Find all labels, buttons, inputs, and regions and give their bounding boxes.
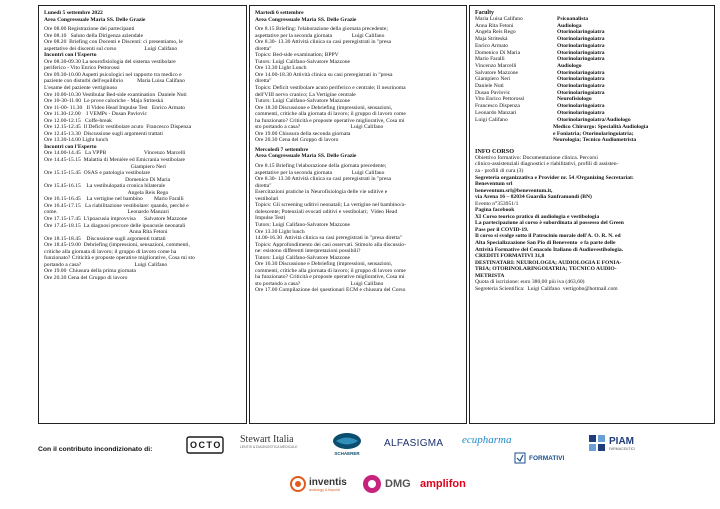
- text-line: aspettative per la seconda giornata Luigi Califano: [255, 169, 385, 176]
- text-line: Topics: Deficit vestibolare acuto periferico e centrale; Il neurinoma: [255, 85, 406, 92]
- text-line: Tutors: Luigi Califano-Salvatore Mazzone: [255, 221, 351, 228]
- faculty-role: Otorinolaringoiatra: [557, 49, 605, 56]
- text-line: Ore 8.15 Briefing: l'elaborazione della giornata precedente;: [255, 26, 388, 33]
- heading-line: Incontri con l'Esperto: [44, 143, 97, 150]
- text-line: L'esame del paziente vertiginoso: [44, 85, 118, 92]
- piam-logo-text: PIAM: [609, 435, 634, 447]
- faculty-role: Otorinolaringoiatra: [557, 109, 605, 116]
- alfasigma-logo: [384, 438, 443, 449]
- faculty-row: [475, 90, 709, 97]
- faculty-role: Audiologo: [557, 62, 582, 69]
- faculty-role: Otorinolaringoiatra: [557, 103, 605, 110]
- faculty-name: Maja Striteská: [475, 36, 508, 43]
- info-title: INFO CORSO: [475, 147, 515, 155]
- text-line: Ore 14.00-14.45 La VPPB Vincenzo Marcelli: [44, 150, 186, 157]
- piam-logo: [588, 434, 635, 452]
- text-line: Ore 20.30 Cena del Gruppo di lavoro: [44, 274, 128, 281]
- text-line: Evento n°353951/1: [475, 200, 519, 207]
- text-line: Anna Rita Fetoni: [44, 229, 168, 236]
- text-line: Topics: Gli screening uditivi neonatali; La vertigine nel bambino/a-: [255, 202, 406, 209]
- faculty-row: [475, 43, 709, 50]
- ecupharma-logo-text: ecupharma: [462, 434, 512, 446]
- faculty-row: [475, 56, 709, 63]
- heading-line: XI Corso teorico pratico di audiologia e vestibologia: [475, 213, 600, 220]
- faculty-row: [475, 50, 709, 57]
- faculty-role: Otorinolaringoiatra: [557, 56, 605, 63]
- dmg-logo-text: DMG: [385, 478, 411, 490]
- text-line: Ore 10-30-11.00 Le prove caloriche - Maja Striteská: [44, 98, 163, 105]
- faculty-name: Dusan Pavlovic: [475, 89, 511, 96]
- heading-line: Incontri con l'Esperto: [44, 52, 97, 59]
- text-line: Tutors: Luigi Califano-Salvatore Mazzone: [255, 58, 351, 65]
- text-line: Ore 10.00-10.30 Vestibular Bed-side examination Daniele Nuti: [44, 91, 187, 98]
- piam-logo-sub: FARMACEUTICI: [609, 446, 636, 451]
- text-line: Ore 17.00 Compilazione dei questionari ECM e chiusura del Corso: [255, 287, 406, 294]
- text-line: paziente con disturbi dell'equilibrio Maria Luisa Califano: [44, 78, 185, 85]
- specialty-line: Medico Chirurgo: Specialità Audiologia: [553, 124, 649, 131]
- text-line: ha funzionato? Criticità e proposte operative migliorative, Cosa mi: [255, 117, 405, 124]
- heading-line: La partecipazione al corso è subordinata al possesso del Green: [475, 220, 624, 227]
- text-line: commenti, critiche alla giornata di lavoro; il gruppo di lavoro come: [255, 267, 406, 274]
- text-line: periferico - Vito Enrico Pettorossi: [44, 65, 120, 72]
- text-line: diretta": [255, 45, 272, 52]
- specialty-line: Neurologia; Tecnico Audiometrista: [553, 137, 637, 144]
- schaerer-logo-text: SCHAERER: [334, 451, 360, 456]
- faculty-row: [475, 36, 709, 43]
- faculty-role: Otorinolaringoiatra: [557, 89, 605, 96]
- text-line: aspettative dei discenti sul corso Luigi Califano: [44, 45, 178, 52]
- faculty-row: [475, 110, 709, 117]
- text-line: Ore 14.45-15.15 Malattia di Menière ed Emicrania vestibolare: [44, 157, 186, 164]
- faculty-name: Leonardo Manzari: [475, 109, 517, 116]
- dmg-logo-mark: [362, 474, 382, 494]
- text-line: Obiettivo formativo: Documentazione clinica. Percorsi: [475, 154, 598, 161]
- text-line: Ore 15.45-16.15 La vestibulopatia cronica bilaterale: [44, 183, 166, 190]
- text-line: ha funzionato? Criticità e proposte operative migliorative, Cosa mi: [255, 274, 405, 281]
- text-line: Topics: Bed-side examination; BPPV: [255, 52, 339, 59]
- text-line: come. Leonardo Manzari: [44, 209, 169, 216]
- text-line: Ore 19.00 Chiusura della prima giornata: [44, 268, 136, 275]
- text-line: Ore 12.00-12.15 Coffe-break: [44, 117, 112, 124]
- faculty-row: [475, 16, 709, 23]
- faculty-list: [475, 16, 709, 123]
- heading-line: Area Congressuale Maria SS. Delle Grazie: [255, 16, 357, 23]
- text-line: critiche alla giornata di lavoro; il gruppo di lavoro come ha: [44, 248, 177, 255]
- faculty-row: [475, 23, 709, 30]
- text-line: dell'VIII nervo cranico; La Vertigine centrale: [255, 91, 356, 98]
- heading-line: Area Congressuale Maria SS. Delle Grazie: [44, 16, 146, 23]
- text-line: Ore 18.15-18.45 Discussione sugli argomenti trattati: [44, 235, 166, 242]
- heading-line: Alta Specializzazione San Pio di Benevento e fa parte delle: [475, 240, 616, 246]
- specialty-line: e Foniatria; Otorinolaringoiatria;: [553, 130, 634, 137]
- text-line: Ore 11.30-12.00 I VEMPs - Dusan Pavlovic: [44, 111, 148, 118]
- dmg-logo: [362, 474, 411, 494]
- heading-line: via Arena 16 – 82034 Guardia Sanframondi (BN): [475, 194, 592, 201]
- day1-panel: [38, 5, 247, 424]
- text-line: Giampiero Neri: [44, 163, 166, 170]
- text-line: ne: esistono differenti interpretazioni possibili?: [255, 248, 361, 255]
- inventis-logo-mark: [290, 476, 306, 492]
- text-line: Impulse Test): [255, 215, 286, 222]
- text-line: vestibolari: [255, 195, 279, 202]
- text-line: Ore 8.15 Briefing l'elaborazione della giornata precedente;: [255, 163, 387, 170]
- inventis-logo-sub: audiology & beyond: [309, 487, 340, 492]
- text-line: Ore 13.30-14.00 Light lunch: [44, 137, 109, 144]
- faculty-title: Faculty: [475, 10, 494, 16]
- faculty-row: [475, 83, 709, 90]
- amplifon-logo: [420, 478, 466, 490]
- text-line: Ore 12.45-13.30 Discussione sugli argomenti trattati: [44, 130, 163, 137]
- faculty-name: Francesco Dispenza: [475, 103, 520, 110]
- heading-line: DESTINATARI: NEUROLOGIA; AUDIOLOGIA E FONIA-: [475, 259, 622, 266]
- faculty-name: Maria Luisa Califano: [475, 16, 523, 22]
- text-line: Ore 18.45-19.00 Debriefing (impressioni, sensazioni, commenti,: [44, 242, 190, 249]
- text-line: clinico-assistenziali diagnostici e riabilitativi, profili di assisten-: [475, 161, 619, 168]
- sponsor-footer: [0, 424, 720, 509]
- heading-line: METRISTA: [475, 272, 505, 279]
- text-line: Esercitazioni pratiche in Neurofisiologia delle vie uditive e: [255, 189, 388, 196]
- text-line: Tutors: Luigi Califano-Salvatore Mazzone: [255, 254, 351, 261]
- text-line: Ore 13.30 Light Lunch: [255, 65, 307, 72]
- text-line: Ore 11-00- 11.30 Il Video Head Impulse Test Enrico Armato: [44, 104, 185, 111]
- faculty-role: Psicoanalista: [557, 16, 589, 22]
- specialty-block: [475, 124, 709, 144]
- text-line: Tutors: Luigi Califano-Salvatore Mazzone: [255, 98, 351, 105]
- text-line: Ore 13.30 Light lunch: [255, 228, 305, 235]
- text-line: Ore 08.30-09.30 La neurofisiologia del sistema vestibolare: [44, 58, 176, 65]
- text-line: Ore 8.30- 13.30 Attività clinica su casi preregistrati in "presa: [255, 39, 392, 46]
- heading-line: CREDITI FORMATIVI 31,8: [475, 253, 545, 260]
- text-line: Ore 15.15-15.45 OSAS e patologia vestibolare: [44, 170, 150, 177]
- text-line: Quota di iscrizione: euro 380,00 più iva (463,60): [475, 279, 585, 286]
- faculty-name: Domenico Di Maria: [475, 49, 521, 56]
- text-line: diretta": [255, 182, 272, 189]
- faculty-role: Audiologa: [557, 22, 582, 29]
- info-list: [475, 155, 709, 292]
- text-line: Domenico Di Maria: [44, 176, 171, 183]
- faculty-name: Mario Faralli: [475, 56, 505, 63]
- piam-logo-mark: [588, 434, 606, 452]
- text-line: Ore 8.30- 13.30 Attività clinica su casi preregistrati in "presa: [255, 176, 392, 183]
- text-line: za - profili di cura (3): [475, 167, 524, 174]
- heading-line: beneventum.srl@beneventum.it,: [475, 187, 553, 194]
- day2-day3-panel: [249, 5, 467, 424]
- faculty-name: Vincenzo Marcelli: [475, 62, 517, 69]
- faculty-row: [475, 96, 709, 103]
- faculty-row: [475, 63, 709, 70]
- heading-line: Il corso si svolge sotto il Patrocinio morale dell'A. O. R. N. ed: [475, 233, 621, 240]
- faculty-info-panel: [469, 5, 715, 424]
- text-line: Ore 16.30 Discussione e Debriefing (impressioni, sensazioni,: [255, 261, 393, 268]
- heading-line: Attività Formative del Cenacolo Italiano di Audiovestibologia.: [475, 246, 624, 253]
- faculty-role: Otorinolaringoiatra: [557, 29, 605, 36]
- text-line: Ore 08.10 Saluto della Dirigenza aziendale: [44, 32, 144, 39]
- faculty-name: Vito Enrico Pettorossi: [475, 96, 525, 103]
- formativi-logo: [514, 452, 564, 464]
- faculty-role: Otorinolaringoiatra: [557, 42, 605, 49]
- text-line: sto portando a casa? Luigi Califano: [255, 124, 384, 131]
- faculty-name: Luigi Califano: [475, 116, 508, 123]
- faculty-row: [475, 70, 709, 77]
- text-line: Ore 14.00-18.30 Attività clinica su casi preregistrati in "presa: [255, 71, 393, 78]
- faculty-name: Daniele Nuti: [475, 83, 504, 90]
- heading-line: Mercoledì 7 settembre: [255, 146, 309, 153]
- text-line: Ore 17.45-18.15 La diagnosi precoce delle ipoacusie neonatali: [44, 222, 186, 229]
- octo-logo-text: OCTO: [190, 440, 222, 450]
- text-line: Ore 12.15-12.45 Il Deficit vestibolare acuto Francesco Dispenza: [44, 124, 192, 131]
- faculty-row: [475, 76, 709, 83]
- formativi-logo-mark: [514, 452, 526, 464]
- text-line: Ore 09.30-10.00 Aspetti psicologici nel rapporto tra medico e: [44, 71, 182, 78]
- faculty-role: Otorinolaringoiatra/Audiologo: [557, 116, 631, 123]
- stewart-logo-text: Stewart Italia: [240, 434, 294, 445]
- faculty-name: Giampiero Neri: [475, 76, 511, 83]
- text-line: portando a casa? Luigi Califano: [44, 261, 168, 268]
- alfasigma-logo-text: ALFASIGMA: [384, 438, 444, 449]
- heading-line: Area Congressuale Maria SS. Delle Grazie: [255, 153, 357, 160]
- heading-line: Segreteria organizzativa e Provider nr. 54 /Organizing Secretariat:: [475, 174, 634, 181]
- schaerer-logo: [332, 432, 362, 456]
- faculty-name: Salvatore Mazzone: [475, 69, 519, 76]
- faculty-name: Anna Rita Fetoni: [475, 22, 514, 29]
- text-line: Ore 16.45-17.15 La riabilitazione vestibolare: quando, perché e: [44, 202, 189, 209]
- text-line: diretta": [255, 78, 272, 85]
- text-line: Ore 17.15-17.45 L'ipoacusia improvvisa Salvatore Mazzone: [44, 215, 188, 222]
- text-line: dolescente; Potenziali evocati uditivi e vestibolari; Video Head: [255, 208, 398, 215]
- text-line: Ore 19.00 Chiusura della seconda giornata: [255, 130, 351, 137]
- text-line: Ore 08.20 Briefing con Docenti e Discenti: ci presentiamo, le: [44, 39, 183, 46]
- text-line: Segreteria Scientifica: Luigi Califano vertigobn@hotmail.com: [475, 285, 618, 292]
- stewart-logo: [240, 434, 297, 449]
- text-line: sto portando a casa? Luigi Califano: [255, 280, 384, 287]
- inventis-logo-text: inventis: [309, 476, 347, 488]
- text-line: Ore 16.15-16.45 La vertigine nel bambino Mario Faralli: [44, 196, 184, 203]
- heading-line: Pagina facebook: [475, 207, 515, 214]
- formativi-logo-text: FORMATIVI: [529, 454, 565, 462]
- faculty-name: Enrico Armato: [475, 42, 509, 49]
- octo-logo: [186, 436, 224, 454]
- heading-line: TRIA; OTORINOLARINGOIATRIA; TECNICO AUDIO-: [475, 266, 617, 273]
- inventis-logo: [290, 476, 347, 492]
- text-line: Ore 20.30 Cena del Gruppo di lavoro: [255, 137, 339, 144]
- heading-line: Beneventum srl: [475, 181, 513, 188]
- faculty-name: Angela Reis Rego: [475, 29, 516, 36]
- faculty-role: Otorinolaringoiatra: [557, 69, 605, 76]
- faculty-role: Otorinolaringoiatra: [557, 76, 605, 83]
- text-line: funzionato? Criticità e proposte operative migliorative, Cosa mi sto: [44, 255, 195, 262]
- faculty-role: Neurofisiologo: [557, 96, 592, 103]
- heading-line: Lunedì 5 settembre 2022: [44, 10, 103, 16]
- text-line: aspettative per la seconda giornata Luigi Califano: [255, 32, 385, 39]
- amplifon-logo-text: amplifon: [420, 478, 466, 490]
- text-line: Ore 18.30 Discussione e Debriefing (impressioni, sensazioni,: [255, 104, 393, 111]
- text-line: Angela Reis Rego: [44, 189, 169, 196]
- faculty-role: Otorinolaringoiatra: [557, 83, 605, 90]
- heading-line: Pass per il COVID-19.: [475, 226, 529, 233]
- text-line: Topics: Approfondimento dei casi osservati. Stimolo alla discussio-: [255, 241, 406, 248]
- faculty-role: Otorinolaringoiatra: [557, 36, 605, 43]
- faculty-row: [475, 103, 709, 110]
- stewart-logo-sub: LENTIS & DIAGNOSTICA MEDICALE: [240, 445, 298, 449]
- text-line: commenti, critiche alla giornata di lavoro; il gruppo di lavoro come: [255, 111, 406, 118]
- schaerer-logo-mark: [332, 432, 362, 450]
- faculty-row: [475, 29, 709, 36]
- text-line: Ore 08.00 Registrazione dei partecipanti: [44, 26, 135, 33]
- sponsor-note: Con il contributo incondizionato di:: [38, 446, 153, 453]
- text-line: 14.00-16.30 Attività clinica su casi preregistrati in "presa diretta": [255, 235, 403, 242]
- heading-line: Martedì 6 settembre: [255, 10, 304, 16]
- faculty-row: [475, 117, 709, 124]
- ecupharma-logo: [462, 434, 512, 446]
